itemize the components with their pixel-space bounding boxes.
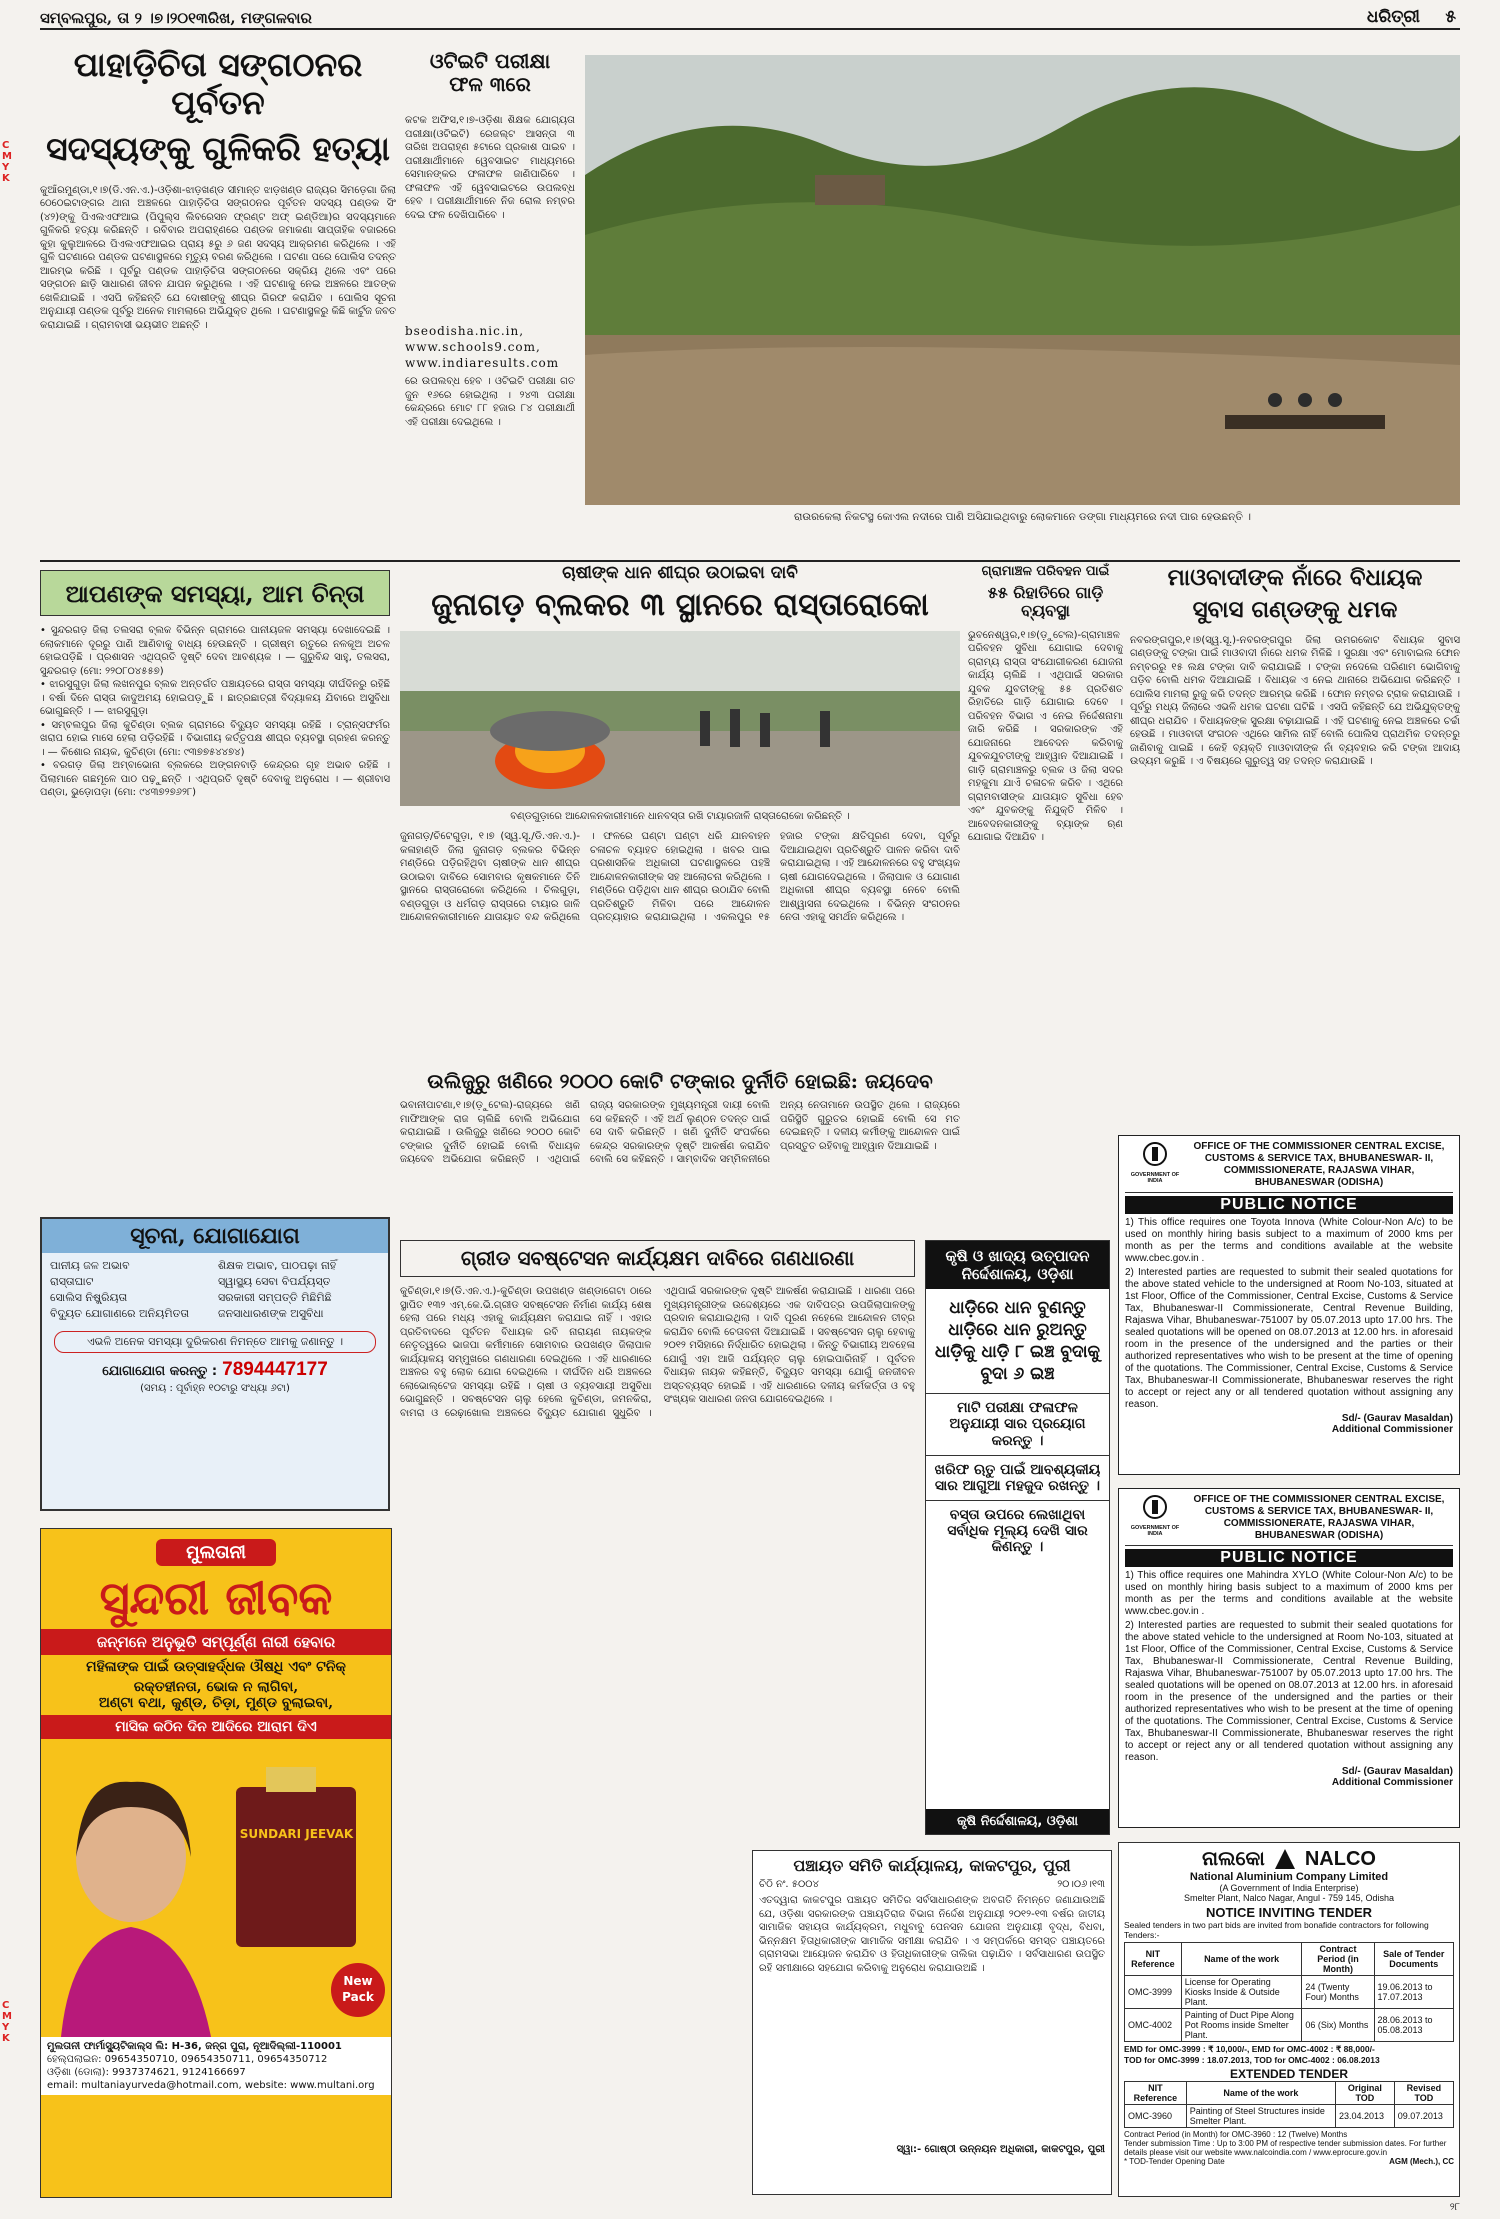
col-header: NIT Reference [1125,2082,1187,2105]
col-header: Revised TOD [1394,2082,1453,2105]
problems-header-text: ଆପଣଙ୍କ ସମସ୍ୟା, ଆମ ଚିନ୍ତା [65,578,365,608]
contact-item: ସ୍ୱାସ୍ଥ୍ୟ ସେବା ବିପର୍ଯ୍ୟସ୍ତ [218,1275,331,1288]
cell: 09.07.2013 [1394,2105,1453,2128]
cmyk-mark-bottom: CMYK [2,2000,12,2044]
org-line: OFFICE OF THE COMMISSIONER CENTRAL EXCISE, [1193,1141,1445,1152]
krushi-header-line: ନିର୍ଦ୍ଦେଶାଳୟ, ଓଡ଼ିଶା [961,1265,1074,1283]
nalco-sub: (A Government of India Enterprise) [1219,1883,1359,1893]
contact-item: ଜନସାଧାରଣଙ୍କ ଅସୁବିଧା [218,1307,324,1320]
dateline: ସମ୍ବଲପୁର, ତା ୨ ।୭।୨୦୧୩ରିଖ, ମଙ୍ଗଳବାର [40,9,312,27]
page-number: ୫ [1445,7,1456,27]
sundari-jeevak-advert [40,1528,392,2198]
contact-item: ରାସ୍ତାଘାଟ [50,1275,94,1288]
article-body: ଭବାନୀପାଟଣା,୧।୭(ଡ଼ୁଟେଲ)-ରାଜ୍ୟରେ ଖଣି ମାଫିଆଙ୍କ ରାଜ ଚାଲିଛି ବୋଲି ଅଭିଯୋଗ କରାଯାଇଛି । ଉଲିଜୁରୁ ଖଣିରେ ୨୦୦୦ କୋଟି ଟଙ୍କାର ଦୁର୍ନୀତି ହୋଇଛି ବୋଲି ବିଧାୟକ ଜୟଦେବ ଅଭିଯୋଗ କରିଛନ୍ତି । ଏଥିପାଇଁ ରାଜ୍ୟ ସରକାରଙ୍କ ମୁଖ୍ୟମନ୍ତ୍ରୀ ଦାୟୀ ବୋଲି ସେ କହିଛନ୍ତି । ଏହି ଅର୍ଥ ଲୁଣ୍ଠନ ତଦନ୍ତ ପାଇଁ ସେ ଦାବି କରିଛନ୍ତି । ଖଣି ଦୁର୍ନୀତି ସଂପର୍କରେ କେନ୍ଦ୍ର ସରକାରଙ୍କ ଦୃଷ୍ଟି ଆକର୍ଷଣ କରାଯିବ ବୋଲି ସେ କହିଛନ୍ତି । ସାମ୍ବାଦିକ ସମ୍ମିଳନୀରେ ଅନ୍ୟ ନେତାମାନେ ଉପସ୍ଥିତ ଥିଲେ । ରାଜ୍ୟରେ ପରିସ୍ଥିତି ଗୁରୁତର ହୋଇଛି ବୋଲି ସେ ମତ ଦେଇଛନ୍ତି । ଦଳୀୟ କର୍ମୀଙ୍କୁ ଆନ୍ଦୋଳନ ପାଇଁ ପ୍ରସ୍ତୁତ ରହିବାକୁ ଆହ୍ୱାନ ଦିଆଯାଇଛି । [400,1100,960,1165]
cell: OMC-4002 [1125,2009,1182,2042]
col-header: NIT Reference [1125,1943,1182,1976]
nalco-rows [1125,1976,1454,2042]
org-line: CUSTOMS & SERVICE TAX, BHUBANESWAR- II, [1204,1153,1434,1164]
contact-item: ବିଦ୍ୟୁତ ଯୋଗାଣରେ ଅନିୟମିତତା [50,1307,190,1320]
nalco-signatory: AGM (Mech.), CC [1389,2157,1454,2166]
ad-product-label: SUNDARI JEEVAK [239,1827,354,1842]
nalco-extended-table [1124,2081,1454,2128]
headline [405,50,575,96]
notice-title: PUBLIC NOTICE [1125,1196,1453,1214]
ad-visual [41,1747,391,2037]
ad-phones: ଓଡ଼ିଶା (ଡୋଲା): 9937374621, 9124166697 [47,2067,246,2079]
kicker: ଚାଷୀଙ୍କ ଧାନ ଶୀଘ୍ର ଉଠାଇବା ଦାବି [562,563,798,583]
nalco-address: Smelter Plant, Nalco Nagar, Angul - 759 145, Odisha [1183,1893,1395,1903]
contact-header-text: ସୂଚନା, ଯୋଗାଯୋଗ [130,1223,300,1249]
headline [40,40,396,168]
paper-name: ଧରିତ୍ରୀ [1366,7,1420,27]
contact-timing: (ସମୟ : ପୂର୍ବାହ୍ନ ୧୦ଟାରୁ ସଂଧ୍ୟା ୬ଟା) [140,1383,290,1394]
ad-email[interactable]: email: multaniayurveda@hotmail.com, website: www.multani.org [47,2080,375,2092]
krushi-tip: ବସ୍ତା ଉପରେ ଲେଖାଥିବା ସର୍ବାଧିକ ମୂଲ୍ୟ ଦେଖି ସାର କିଣନ୍ତୁ । [926,1500,1109,1561]
nalco-emd: EMD for OMC-3999 : ₹ 10,000/-, EMD for OMC-4002 : ₹ 88,000/- [1124,2044,1375,2054]
notice-designation: Additional Commissioner [1331,1777,1453,1788]
headline: ଜୁନାଗଡ଼ ବ୍ଲକର ୩ ସ୍ଥାନରେ ରାସ୍ତାରୋକୋ [431,586,929,623]
contact-phone[interactable]: 7894447177 [222,1359,328,1380]
public-notice-innova [1118,1135,1460,1475]
ad-company: ମୁଲତାନୀ ଫାର୍ମାସ୍ୟୁଟିକାଲ୍ସ ଲି: H-36, ଜନ୍ଗ ପୁରା, ନୂଆଦିଲ୍ଲୀ-110001 [47,2041,342,2053]
cell: 06 (Six) Months [1302,2009,1374,2042]
notice-sign: Sd/- (Gaurav Masaldan) [1341,1413,1453,1424]
krushi-tip: ଖରିଫ ଋତୁ ପାଇଁ ଆବଶ୍ୟକୀୟ ସାର ଆଗୁଆ ମହଜୁଦ ରଖନ୍ତୁ । [926,1455,1109,1500]
article-pahadichita [40,40,396,560]
article-body: କୁଆଁରମୁଣ୍ଡା,୧।୭(ଡି.ଏନ.ଏ.)-ଓଡ଼ିଶା-ଝାଡ଼ଖଣ୍ଡ ସୀମାନ୍ତ ଝାଡ଼ଖଣ୍ଡ ରାଜ୍ୟର ସିମଡ଼େଗା ଜିଲା ଠେଠେଇଟାଙ୍ଗର ଥାନା ଅଞ୍ଚଳରେ ପାହାଡ଼ିଚିତା ସଙ୍ଗଠନର ପୂର୍ବତନ ସଦସ୍ୟ ପଣ୍ଡକ ସିଂ (୪୨)ଙ୍କୁ ପିଏଲଏଫଆଇ (ପିପୁଲ୍ସ ଲିବରେସନ ଫ୍ରଣ୍ଟ ଅଫ୍ ଇଣ୍ଡିଆ)ର ସଦସ୍ୟମାନେ ଗୁଳିକରି ହତ୍ୟା କରିଛନ୍ତି । ରବିବାର ଅପରାହ୍ଣରେ ପଣ୍ଡକ ଜମାକଣା ସାପ୍ତାହିକ ବଜାରରେ କୁହା କୁଲୁଆଳରେ ପିଏଲଏଫଆଇର ପ୍ରାୟ ୫ରୁ ୬ ଜଣ ସଦସ୍ୟ ଆକ୍ରମଣ କରିଥିଲେ । ଏହି ଗୁଳି ଘଟଣାରେ ପଣ୍ଡକ ଘଟଣାସ୍ଥଳରେ ମୃତ୍ୟୁ ବରଣ କରିଥିଲେ । ଘଟଣା ପରେ ପୋଲିସ ତଦନ୍ତ ଆରମ୍ଭ କରିଛି । ପୂର୍ବରୁ ପଣ୍ଡକ ପାହାଡ଼ିଚିତା ସଙ୍ଗଠନରେ ସକ୍ରିୟ ଥିଲେ ଏବଂ ପରେ ସଙ୍ଗଠନ ଛାଡ଼ି ସାଧାରଣ ଜୀବନ ଯାପନ କରୁଥିଲେ । ଏହି ଘଟଣାକୁ ନେଇ ଅଞ୍ଚଳରେ ଆତଙ୍କ ଖେଳିଯାଇଛି । ଏସପି କହିଛନ୍ତି ଯେ ଦୋଷୀଙ୍କୁ ଶୀଘ୍ର ଗିରଫ କରାଯିବ । ପୋଲିସ ସୂଚନା ଅନୁଯାୟୀ ପଣ୍ଡକ ପୂର୍ବରୁ ଅନେକ ମାମଲାରେ ଅଭିଯୁକ୍ତ ଥିଲେ । ଘଟଣାସ୍ଥଳରୁ କିଛି କାର୍ଟୁଜ ଜବତ କରାଯାଇଛି । ଗ୍ରାମବାସୀ ଭୟଭୀତ ଅଛନ୍ତି । [40,184,396,331]
contact-item: ସରକାରୀ ସମ୍ପତ୍ତି ମିଛିମିଛି [218,1291,332,1304]
nalco-intro: Sealed tenders in two part bids are invited from bonafide contractors for following Tenders:- [1124,1920,1429,1940]
org-line: COMMISSIONERATE, RAJASWA VIHAR, [1223,1165,1415,1176]
problems-body: • ସୁନ୍ଦରଗଡ଼ ଜିଲା ତଲସରା ବ୍ଲକ ବିଭିନ୍ନ ଗ୍ରାମରେ ପାନୀୟଜଳ ସମସ୍ୟା ଦେଖାଦେଇଛି । ଲୋକମାନେ ଦୂରରୁ ପାଣି ଆଣିବାକୁ ବାଧ୍ୟ ହେଉଛନ୍ତି । ଗ୍ରୀଷ୍ମ ଋତୁରେ ନଳକୂଅ ଅଚଳ ହୋଇପଡ଼ିଛି । ପ୍ରଶାସନ ଏଥିପ୍ରତି ଦୃଷ୍ଟି ଦେବା ଆବଶ୍ୟକ । — ଗୁରୁବିନ୍ଦ ସାହୁ, ତଲସରା, ସୁନ୍ଦରଗଡ଼ (ମୋ: ୨୨୦୮୦୪୫୫୭) • ଝାରସୁଗୁଡ଼ା ଜିଲା ଲଖନପୁର ବ୍ଲକ ଅନ୍ତର୍ଗତ ପଞ୍ଚାୟତରେ ରାସ୍ତା ସମସ୍ୟା ଦୀର୍ଘଦିନରୁ ରହିଛି । ବର୍ଷା ଦିନେ ରାସ୍ତା କାଦୁଅମୟ ହୋଇପଡ଼ୁଛି । ଛାତ୍ରଛାତ୍ରୀ ବିଦ୍ୟାଳୟ ଯିବାରେ ଅସୁବିଧା ଭୋଗୁଛନ୍ତି । — ଝାରସୁଗୁଡ଼ା • ସମ୍ବଲପୁର ଜିଲା କୁଚିଣ୍ଡା ବ୍ଲକ ଗ୍ରାମରେ ବିଦ୍ୟୁତ ସମସ୍ୟା ରହିଛି । ଟ୍ରାନ୍ସଫର୍ମର ଖରାପ ହୋଇ ମାସେ ହେଲା ପଡ଼ିରହିଛି । ବିଭାଗୀୟ କର୍ତ୍ତୃପକ୍ଷ ଶୀଘ୍ର ବ୍ୟବସ୍ଥା ଗ୍ରହଣ କରନ୍ତୁ । — କିଶୋର ନାୟକ, କୁଚିଣ୍ଡା (ମୋ: ୯୩୭୭୫୪୪୭୪) • ବରଗଡ଼ ଜିଲା ଅମ୍ବାଭୋନା ବ୍ଲକରେ ଅଙ୍ଗନବାଡ଼ି କେନ୍ଦ୍ରର ଗୃହ ଅଭାବ ରହିଛି । ପିଲାମାନେ ଗଛମୂଳେ ପାଠ ପଢ଼ୁଛନ୍ତି । ଏଥିପ୍ରତି ଦୃଷ୍ଟି ଦେବାକୁ ଅନୁରୋଧ । — ଶ୍ରୀବାସ ପଣ୍ଡା, ଭୁଡ଼ୋପଡ଼ା (ମୋ: ୯୪୩୭୨୭୬୨୮) [40,625,390,798]
notice-title: PUBLIC NOTICE [1125,1549,1453,1567]
nalco-brand-en: NALCO [1304,1847,1376,1870]
protest-image [400,631,960,806]
panchayat-ref: ଚିଠି ନଂ. ୫୦୦୪ [759,1879,819,1891]
ad-brand: ମୁଲତାନୀ [186,1542,246,1563]
nalco-brand-odia: ନାଲକୋ [1202,1847,1265,1870]
ad-desc: ଅଣ୍ଟା ବଥା, କୁଣ୍ଡ, ଚିଡ଼ା, ମୁଣ୍ଡ ବୁଲାଇବା, [98,1695,334,1712]
result-urls: bseodisha.nic.in, www.schools9.com, www.indiaresults.com [405,324,560,370]
ad-phones: ହେଲ୍ପଲାଇନ: 09654350710, 09654350711, 09654350712 [47,2054,328,2066]
contact-box [40,1217,390,1511]
panchayat-date: ୨୦।୦୬।୧୩ [1057,1879,1105,1891]
article-body-2: ରେ ଉପଲବ୍ଧ ହେବ । ଓଟିଇଟି ପରୀକ୍ଷା ଗତ ଜୁନ ୧୬ରେ ହୋଇଥିଲା । ୨୪୩ ପରୀକ୍ଷା କେନ୍ଦ୍ରରେ ମୋଟ ୮୮ ହଜାର ୮୪ ପରୀକ୍ଷାର୍ଥୀ ଏହି ପରୀକ୍ଷା ଦେଇଥିଲେ । [405,376,575,428]
ad-desc: ମହିଳାଙ୍କ ପାଇଁ ଉତ୍ସାହର୍ଦ୍ଧକ ଔଷଧି ଏବଂ ଟନିକ୍ [86,1658,346,1675]
headline-line-1: ମାଓବାଦୀଙ୍କ ନାଁରେ ବିଧାୟକ [1167,564,1423,591]
notice-para-2: 2) Interested parties are requested to submit their sealed quotations for the above stated vehicle to the undersigned at Room No-103, situated at 1st Floor, Office of the Commissioner, Central Excise, Customs & Service Tax, Bhubaneswar-II Commissionerate, Central Revenue Building, Rajaswa Vihar, Bhubaneswar-751007 by 05.07.2013 upto 17.00 hrs. The sealed quotations will be opened on 08.07.2013 at 12.00 hrs. in aforesaid room in the presence of the undersigned and the parties or their authorized representatives who wish to be present at the time of opening of the quotations. The Commissioner, Central Excise, Customs & Service Tax, Bhubaneswar-II Commissionerate, Bhubaneswar reserves the right to accept or reject any or all tendered quotation without assigning any reason. [1125,1620,1453,1763]
org-line: BHUBANESWAR (ODISHA) [1254,1177,1384,1188]
contact-item: ପାନୀୟ ଜଳ ଅଭାବ [50,1259,130,1272]
nalco-footer-row [1124,2157,1454,2166]
notice-header [1125,1494,1453,1546]
emblem-icon [1142,1141,1168,1167]
headline-line-2: ସଦସ୍ୟଙ୍କୁ ଗୁଳିକରି ହତ୍ୟା [46,128,390,168]
org-line: COMMISSIONERATE, RAJASWA VIHAR, [1223,1518,1415,1529]
article-body: କଟକ ଅଫିସ,୧।୭-ଓଡ଼ିଶା ଶିକ୍ଷକ ଯୋଗ୍ୟତା ପରୀକ୍ଷା(ଓଟିଇଟି) ରେଜଲ୍ଟ ଆସନ୍ତା ୩ ତାରିଖ ଅପରାହ୍ଣ ୫ଟାରେ ପ୍ରକାଶ ପାଇବ । ପରୀକ୍ଷାର୍ଥୀମାନେ ୱେବସାଇଟ ମାଧ୍ୟମରେ ସେମାନଙ୍କର ଫଳାଫଳ ଜାଣିପାରିବେ । ଫଳାଫଳ ଏହି ୱେବସାଇଟରେ ଉପଲବ୍ଧ ହେବ । ପରୀକ୍ଷାର୍ଥୀମାନେ ନିଜ ରୋଲ ନମ୍ବର ଦେଇ ଫଳ ଦେଖିପାରିବେ । [405,115,575,221]
notice-para-2: 2) Interested parties are requested to submit their sealed quotations for the above stated vehicle to the undersigned at Room No-103, situated at 1st Floor, Office of the Commissioner, Central Excise, Customs & Service Tax, Bhubaneswar-II Commissionerate, Central Revenue Building, Rajaswa Vihar, Bhubaneswar-751007 by 05.07.2013 upto 17.00 hrs. The sealed quotations will be opened on 08.07.2013 at 12.00 hrs. in aforesaid room in the presence of the undersigned and the parties or their authorized representatives who wish to be present at the time of opening of the quotations. The Commissioner, Central Excise, Customs & Service Tax, Bhubaneswar-II Commissionerate, Bhubaneswar reserves the right to accept or reject any or all tendered quotation without assigning any reason. [1125,1267,1453,1410]
ad-footer [41,2037,391,2095]
emblem [1125,1141,1185,1189]
nalco-company: National Aluminium Company Limited [1189,1871,1389,1883]
org-line: BHUBANESWAR (ODISHA) [1254,1530,1384,1541]
nalco-brand [1124,1847,1454,1871]
problems-header [40,570,390,616]
article-body: ନବରଙ୍ଗପୁର,୧।୭(ସ୍ୱ.ସୂ.)-ନବରଙ୍ଗପୁର ଜିଲା ଉମରକୋଟ ବିଧାୟକ ସୁବାସ ଗଣ୍ଡଙ୍କୁ ଟଙ୍କା ପାଇଁ ମାଓବାଦୀ ନାଁରେ ଧମକ ମିଳିଛି । ସୁରକ୍ଷା ଏବଂ ମୋବାଇଲ ଫୋନ ନମ୍ବରରୁ ୧୫ ଲକ୍ଷ ଟଙ୍କା ଦାବି କରାଯାଇଛି । ଟଙ୍କା ନଦେଲେ ପରିଣାମ ଭୋଗିବାକୁ ପଡ଼ିବ ବୋଲି ଧମକ ଦିଆଯାଇଛି । ବିଧାୟକ ଏ ନେଇ ଥାନାରେ ଅଭିଯୋଗ କରିଛନ୍ତି । ପୋଲିସ ମାମଲା ରୁଜୁ କରି ତଦନ୍ତ ଆରମ୍ଭ କରିଛି । ଫୋନ ନମ୍ବର ଟ୍ରାକ କରାଯାଉଛି । ପୂର୍ବରୁ ମଧ୍ୟ ଜିଲାରେ ଏଭଳି ଧମକ ଘଟଣା ଘଟିଛି । ଏସପି କହିଛନ୍ତି ଯେ ଅଭିଯୁକ୍ତଙ୍କୁ ଶୀଘ୍ର ଧରାଯିବ । ବିଧାୟକଙ୍କ ସୁରକ୍ଷା ବଢ଼ାଯାଇଛି । ଏହି ଘଟଣାକୁ ନେଇ ଅଞ୍ଚଳରେ ଚର୍ଚ୍ଚା ହେଉଛି । ମାଓବାଦୀ ସଂଗଠନ ଏଥିରେ ସାମିଲ ନାହିଁ ବୋଲି ପୋଲିସ ପ୍ରାଥମିକ ତଦନ୍ତରୁ ଜାଣିବାକୁ ପାଇଛି । କେହି ବ୍ୟକ୍ତି ମାଓବାଦୀଙ୍କ ନାଁ ବ୍ୟବହାର କରି ଟଙ୍କା ଆଦାୟ ଉଦ୍ୟମ କରୁଛି । ଏ ବିଷୟରେ ଗୁରୁତ୍ୱ ସହ ତଦନ୍ତ କରାଯାଉଛି । [1130,634,1460,768]
cell: OMC-3999 [1125,1976,1182,2009]
panchayat-sign: ସ୍ୱା:- ଗୋଷ୍ଠୀ ଉନ୍ନୟନ ଅଧିକାରୀ, କାକଟପୁର, ପୁରୀ [896,2144,1105,2156]
nalco-extended-title: EXTENDED TENDER [1229,2067,1348,2081]
panchayat-title: ପଞ୍ଚାୟତ ସମିତି କାର୍ଯ୍ୟାଳୟ, କାକଟପୁର, ପୁରୀ [793,1856,1071,1875]
article-body: ଭୁବନେଶ୍ୱର,୧।୭(ଡ଼ୁଟେଲ)-ଗ୍ରାମାଞ୍ଚଳ ପରିବହନ ସୁବିଧା ଯୋଗାଇ ଦେବାକୁ ଗ୍ରାମ୍ୟ ରାସ୍ତା ସଂଯୋଗୀକରଣ ଯୋଜନା କାର୍ଯ୍ୟ ଚାଲିଛି । ଏଥିପାଇଁ ସରକାର ଯୁବକ ଯୁବତୀଙ୍କୁ ୫୫ ପ୍ରତିଶତ ରିହାତିରେ ଗାଡ଼ି ଯୋଗାଇ ଦେବେ । ପରିବହନ ବିଭାଗ ଏ ନେଇ ନିର୍ଦ୍ଦେଶନାମା ଜାରି କରିଛି । ସରକାରଙ୍କ ଏହି ଯୋଜନାରେ ଆବେଦନ କରିବାକୁ ଯୁବକଯୁବତୀଙ୍କୁ ଆହ୍ୱାନ ଦିଆଯାଇଛି । ଗାଡ଼ି ଗ୍ରାମାଞ୍ଚଳରୁ ବ୍ଲକ ଓ ଜିଲା ସଦର ମହକୁମା ଯାଏଁ ଚଳାଚଳ କରିବ । ଏଥିରେ ଗ୍ରାମବାସୀଙ୍କ ଯାତାୟାତ ସୁବିଧା ହେବ ଏବଂ ଯୁବକଙ୍କୁ ନିଯୁକ୍ତି ମିଳିବ । ଆବେଦନକାରୀଙ୍କୁ ବ୍ୟାଙ୍କ ଋଣ ଯୋଗାଇ ଦିଆଯିବ । [968,629,1123,844]
notice-para-1: 1) This office requires one Mahindra XYLO (White Colour-Non A/c) to be used on monthly hiring basis subject to a maximum of 2000 kms per month as per the terms and conditions available at the website www.cbec.gov.in . [1125,1570,1453,1617]
cell: 19.06.2013 to 17.07.2013 [1374,1976,1453,2009]
article-otet [405,50,575,560]
col-header: Name of the work [1186,2082,1335,2105]
org-line: CUSTOMS & SERVICE TAX, BHUBANESWAR- II, [1204,1506,1434,1517]
article-body: ଜୁନାଗଡ଼/ଚିଟେଗୁଡ଼ା, ୧।୭ (ସ୍ୱ.ସୂ./ଡି.ଏନ.ଏ.)-କଳାହାଣ୍ଡି ଜିଲା ଜୁନାଗଡ଼ ବ୍ଲକର ବିଭିନ୍ନ ମଣ୍ଡିରେ ପଡ଼ିରହିଥିବା ଚାଷୀଙ୍କ ଧାନ ଶୀଘ୍ର ଉଠାଇବା ଦାବିରେ ସୋମବାର କୃଷକମାନେ ତିନି ସ୍ଥାନରେ ରାସ୍ତାରୋକୋ କରିଥିଲେ । ଚିଲଗୁଡ଼ା, ବଣ୍ଡଗୁଡ଼ା ଓ ଧର୍ମଗଡ଼ ରାସ୍ତାରେ ଟାୟାର ଜାଳି ଆନ୍ଦୋଳନକାରୀମାନେ ଯାତାୟାତ ବନ୍ଦ କରିଥିଲେ । ଫଳରେ ଘଣ୍ଟା ଘଣ୍ଟା ଧରି ଯାନବାହନ ଚଳାଚଳ ବ୍ୟାହତ ହୋଇଥିଲା । ଖବର ପାଇ ପ୍ରଶାସନିକ ଅଧିକାରୀ ଘଟଣାସ୍ଥଳରେ ପହଞ୍ଚି ଆନ୍ଦୋଳନକାରୀଙ୍କ ସହ ଆଲୋଚନା କରିଥିଲେ । ମଣ୍ଡିରେ ପଡ଼ିଥିବା ଧାନ ଶୀଘ୍ର ଉଠାଯିବ ବୋଲି ପ୍ରତିଶ୍ରୁତି ମିଳିବା ପରେ ଆନ୍ଦୋଳନ ପ୍ରତ୍ୟାହାର କରାଯାଇଥିଲା । ଏକଲପୁର ୧୫ ହଜାର ଟଙ୍କା କ୍ଷତିପୂରଣ ଦେବା, ପୂର୍ବରୁ ଦିଆଯାଇଥିବା ପ୍ରତିଶ୍ରୁତି ପାଳନ କରିବା ଦାବି କରାଯାଇଥିଲା । ଏହି ଆନ୍ଦୋଳନରେ ବହୁ ସଂଖ୍ୟକ ଚାଷୀ ଯୋଗଦେଇଥିଲେ । ଜିଲାପାଳ ଓ ଯୋଗାଣ ଅଧିକାରୀ ଶୀଘ୍ର ବ୍ୟବସ୍ଥା ନେବେ ବୋଲି ଆଶ୍ୱାସନା ଦେଇଥିଲେ । ବିଭିନ୍ନ ସଂଗଠନର ନେତା ଏହାକୁ ସମର୍ଥନ କରିଥିଲେ । [400,831,960,924]
emblem-icon [1142,1494,1168,1520]
krushi-tip: ମାଟି ପରୀକ୍ଷା ଫଳାଫଳ ଅନୁଯାୟୀ ସାର ପ୍ରୟୋଗ କରନ୍ତୁ । [926,1393,1109,1454]
cell: Painting of Duct Pipe Along Pot Rooms inside Smelter Plant. [1181,2009,1302,2042]
cell: OMC-3960 [1125,2105,1187,2128]
contact-header [42,1219,388,1253]
notice-para-1: 1) This office requires one Toyota Innova (White Colour-Non A/c) to be used on monthly hiring basis subject to a maximum of 2000 kms per month as per the terms and conditions available at the website www.cbec.gov.in . [1125,1217,1453,1264]
ad-desc: ରକ୍ତହୀନତା, ଭୋକ ନ ଲାଗିବା, [133,1678,299,1695]
cell: 28.06.2013 to 05.08.2013 [1374,2009,1453,2042]
headline-line-2: ଫଳ ୩ରେ [449,72,531,96]
river-photo-caption: ରାଉରକେଲା ନିକଟସ୍ଥ କୋଏଲ ନଦୀରେ ପାଣି ଅସିଯାଇଥିବାରୁ ଲୋକମାନେ ଡଙ୍ଗା ମାଧ୍ୟମରେ ନଦୀ ପାର ହେଉଛନ୍ତି । [794,511,1251,523]
notice-org [1185,1141,1453,1189]
contact-item: ସୋଲିସ ନିଷ୍କ୍ରିୟତା [50,1291,128,1304]
nalco-title: NOTICE INVITING TENDER [1205,1905,1373,1920]
nalco-footnote: Contract Period (in Month) for OMC-3960 : 12 (Twelve) Months [1124,2130,1348,2139]
contact-items [42,1253,388,1327]
table-row [1125,2009,1454,2042]
contact-phone-label: ଯୋଗାଯୋଗ କରନ୍ତୁ : [102,1364,218,1379]
headline: ଉଲିଜୁରୁ ଖଣିରେ ୨୦୦୦ କୋଟି ଟଙ୍କାର ଦୁର୍ନୀତି ହୋଇଛି: ଜୟଦେବ [427,1069,933,1093]
emblem [1125,1494,1185,1542]
nalco-footnote: * TOD-Tender Opening Date [1124,2157,1225,2166]
nalco-tender [1118,1842,1460,2197]
problems-column [40,570,390,1515]
contact-item: ଶିକ୍ଷକ ଅଭାବ, ପାଠପଢ଼ା ନାହିଁ [218,1259,337,1272]
cmyk-mark-top: CMYK [2,140,12,184]
footer-page-number: ୨୮ [1449,2202,1460,2213]
headline [1130,565,1460,624]
nalco-table [1124,1942,1454,2042]
cell: License for Operating Kiosks Inside & Outside Plant. [1181,1976,1302,2009]
notice-designation: Additional Commissioner [1331,1424,1453,1435]
krushi-footer: କୃଷି ନିର୍ଦ୍ଦେଶାଳୟ, ଓଡ଼ିଶା [926,1809,1109,1834]
article-grama-transport [968,565,1123,1230]
notice-sign: Sd/- (Gaurav Masaldan) [1341,1766,1453,1777]
gov-label: GOVERNMENT OF INDIA [1130,1525,1180,1537]
headline-line-2: ସୁବାସ ଗଣ୍ଡଙ୍କୁ ଧମକ [1192,596,1398,624]
notice-header [1125,1141,1453,1193]
article-rastaroko [400,560,960,1065]
article-jayadev [400,1070,960,1235]
panchayat-notice [752,1850,1112,2195]
krushi-header [926,1241,1109,1289]
nalco-tod: TOD for OMC-3999 : 18.07.2013, TOD for OMC-4002 : 06.08.2013 [1124,2055,1380,2065]
masthead [40,6,1460,30]
col-header: Contract Period (in Month) [1302,1943,1374,1976]
contact-phone-row [42,1359,388,1381]
river-image [585,55,1460,505]
nalco-footnote: Tender submission Time : Up to 3:00 PM of respective tender submission dates. For further details please visit our website www.nalcoindia.com / www.eprocure.gov.in [1124,2139,1447,2157]
panchayat-body: ଏତଦ୍ୱାରା କାକଟପୁର ପଞ୍ଚାୟତ ସମିତିର ସର୍ବସାଧାରଣଙ୍କ ଅବଗତି ନିମନ୍ତେ ଜଣାଯାଉଅଛି ଯେ, ଓଡ଼ିଶା ସରକାରଙ୍କ ପଞ୍ଚାୟତିରାଜ ବିଭାଗ ନିର୍ଦ୍ଦେଶ ଅନୁଯାୟୀ ୨୦୧୨-୧୩ ବର୍ଷର ଜାତୀୟ ସାମାଜିକ ସହାୟତା କାର୍ଯ୍ୟକ୍ରମ, ମଧୁବାବୁ ପେନସନ ଯୋଜନା ଅନୁଯାୟୀ ବୃଦ୍ଧ, ବିଧବା, ଭିନ୍ନକ୍ଷମ ହିତାଧିକାରୀଙ୍କ ସାମାଜିକ ସମୀକ୍ଷା କରାଯିବ । ଏ ସମ୍ପର୍କରେ ସମସ୍ତ ପଞ୍ଚାୟତରେ ଗ୍ରାମସଭା ଆୟୋଜନ କରାଯିବ ଓ ହିତାଧିକାରୀଙ୍କ ତାଲିକା ପଢ଼ାଯିବ । ସର୍ବସାଧାରଣ ଉପସ୍ଥିତ ରହି ସମୀକ୍ଷାରେ ସହଯୋଗ କରିବାକୁ ଅନୁରୋଧ କରାଯାଉଅଛି । [759,1895,1105,1974]
ad-tagline: ଜନ୍ମନେ ଅନୁଭୂତି ସମ୍ପୂର୍ଣ୍ଣ ନାରୀ ହେବାର [41,1629,391,1655]
ad-desc: ମାସିକ କଠିନ ଦିନ ଆଦିରେ ଆରାମ ଦିଏ [41,1715,391,1739]
contact-note: ଏଭଳି ଅନେକ ସମସ୍ୟା ଦୁରିକରଣ ନିମନ୍ତେ ଆମକୁ ଜଣାନ୍ତୁ । [54,1331,376,1353]
article-maoist-threat [1130,565,1460,1125]
headline-line-1: ଓଟିଇଟି ପରୀକ୍ଷା [429,49,551,73]
col-header: Original TOD [1335,2082,1394,2105]
krushi-slogan: ଧାଡ଼ିରେ ଧାନ ବୁଣନ୍ତୁ ଧାଡ଼ିରେ ଧାନ ରୁଅନ୍ତୁ ଧାଡ଼ିକୁ ଧାଡ଼ି ୮ ଇଞ୍ଚ ବୁଦାକୁ ବୁଦା ୬ ଇଞ୍ଚ [934,1298,1101,1385]
headline-line-1: ପାହାଡ଼ିଚିତା ସଙ୍ଗଠନର ପୂର୍ବତନ [73,45,363,122]
protest-caption: ବଣ୍ଡଗୁଡ଼ାରେ ଆନ୍ଦୋଳନକାରୀମାନେ ଧାନବସ୍ତା ରଖି ଟାୟାରଜାଳି ରାସ୍ତାରୋକୋ କରିଛନ୍ତି । [510,811,850,823]
nalco-logo-icon [1273,1847,1297,1871]
cell: Painting of Steel Structures inside Smelter Plant. [1186,2105,1335,2128]
cell: 24 (Twenty Four) Months [1302,1976,1374,2009]
notice-org [1185,1494,1453,1542]
col-header: Name of the work [1181,1943,1302,1976]
ad-title: ସୁନ୍ଦରୀ ଜୀବକ [99,1571,333,1625]
public-notice-xylo [1118,1488,1460,1828]
ad-brand-badge [156,1539,276,1566]
krushi-advert [925,1240,1110,1835]
river-photo [585,55,1460,505]
panchayat-refrow [759,1879,1105,1890]
ad-new-pack: New Pack [331,1963,385,2017]
kicker: ଗ୍ରାମାଞ୍ଚଳ ପରିବହନ ପାଇଁ [981,564,1110,579]
protest-photo [400,631,960,806]
headline: ଗ୍ରୀଡ ସବଷ୍ଟେସନ କାର୍ଯ୍ୟକ୍ଷମ ଦାବିରେ ଗଣଧାରଣା [400,1240,915,1277]
headline: ୫୫ ରିହାତିରେ ଗାଡ଼ି ବ୍ୟବସ୍ଥା [987,582,1104,621]
article-body: କୁଚିଣ୍ଡା,୧।୭(ଡି.ଏନ.ଏ.)-କୁଚିଣ୍ଡା ଉପଖଣ୍ଡ ଖଣ୍ଡାଗେଟା ଠାରେ ସ୍ଥାପିତ ୧୩୨ ଏମ୍.କେ.ଭି.ଗ୍ରୀଡ ସବଷ୍ଟେସନ ନିର୍ମାଣ କାର୍ଯ୍ୟ ଶେଷ ହେଲା ପରେ ମଧ୍ୟ ଏହାକୁ କାର୍ଯ୍ୟକ୍ଷମ କରାଯାଇ ନାହିଁ । ଏହାର ପ୍ରତିବାଦରେ ପୂର୍ବତନ ବିଧାୟକ ରବି ନାରାୟଣ ନାୟକଙ୍କ ନେତୃତ୍ୱରେ ଭାଜପା କର୍ମୀମାନେ ସୋମବାର ଉପଖଣ୍ଡ ଜିଲାପାଳ କାର୍ଯ୍ୟାଳୟ ସମ୍ମୁଖରେ ଗଣଧାରଣା ଦେଇଥିଲେ । ଏହି ଧାରଣାରେ ଅଞ୍ଚଳର ବହୁ ଲୋକ ଯୋଗ ଦେଇଥିଲେ । ଦୀର୍ଘଦିନ ଧରି ଅଞ୍ଚଳରେ ଲୋଭୋଲ୍ଟେଜ ସମସ୍ୟା ରହିଛି । ଚାଷୀ ଓ ବ୍ୟବସାୟୀ ଅସୁବିଧା ଭୋଗୁଛନ୍ତି । ସବଷ୍ଟେସନ ଚାଲୁ ହେଲେ କୁଚିଣ୍ଡା, ଜମନକିରା, ବାମରା ଓ ରେଢ଼ାଖୋଲ ଅଞ୍ଚଳରେ ବିଦ୍ୟୁତ ଯୋଗାଣ ସୁଧୁରିବ । ଏଥିପାଇଁ ସରକାରଙ୍କ ଦୃଷ୍ଟି ଆକର୍ଷଣ କରାଯାଇଛି । ଧାରଣା ପରେ ମୁଖ୍ୟମନ୍ତ୍ରୀଙ୍କ ଉଦ୍ଦେଶ୍ୟରେ ଏକ ଦାବିପତ୍ର ଉପଜିଲାପାଳଙ୍କୁ ପ୍ରଦାନ କରାଯାଇଥିଲା । ଦାବି ପୂରଣ ନହେଲେ ଆନ୍ଦୋଳନ ତୀବ୍ର କରାଯିବ ବୋଲି ଚେତାବନୀ ଦିଆଯାଇଛି । ସବଷ୍ଟେସନ ଚାଲୁ ହେବାକୁ ୨୦୧୨ ମସିହାରେ ନିର୍ଦ୍ଧାରିତ ହୋଇଥିଲା । କିନ୍ତୁ ବିଭାଗୀୟ ଅବହେଳା ଯୋଗୁଁ ଏହା ଆଜି ପର୍ଯ୍ୟନ୍ତ ଚାଲୁ ହୋଇପାରିନାହିଁ । ପୂର୍ବତନ ବିଧାୟକ ନାୟକ କହିଛନ୍ତି, ବିଦ୍ୟୁତ ସମସ୍ୟା ଯୋଗୁଁ ଜନଜୀବନ ଅସ୍ତବ୍ୟସ୍ତ ହୋଇଛି । ଏହି ଧାରଣାରେ ଦଳୀୟ କର୍ମକର୍ତ୍ତା ଓ ବହୁ ସଂଖ୍ୟକ ସାଧାରଣ ଜନତା ଯୋଗଦେଇଥିଲେ । [400,1286,915,1419]
krushi-header-line: କୃଷି ଓ ଖାଦ୍ୟ ଉତ୍ପାଦନ [945,1247,1090,1265]
table-row [1125,2105,1454,2128]
col-header: Sale of Tender Documents [1374,1943,1453,1976]
cell: 23.04.2013 [1335,2105,1394,2128]
table-row [1125,1976,1454,2009]
gov-label: GOVERNMENT OF INDIA [1130,1172,1180,1184]
org-line: OFFICE OF THE COMMISSIONER CENTRAL EXCISE, [1193,1494,1445,1505]
